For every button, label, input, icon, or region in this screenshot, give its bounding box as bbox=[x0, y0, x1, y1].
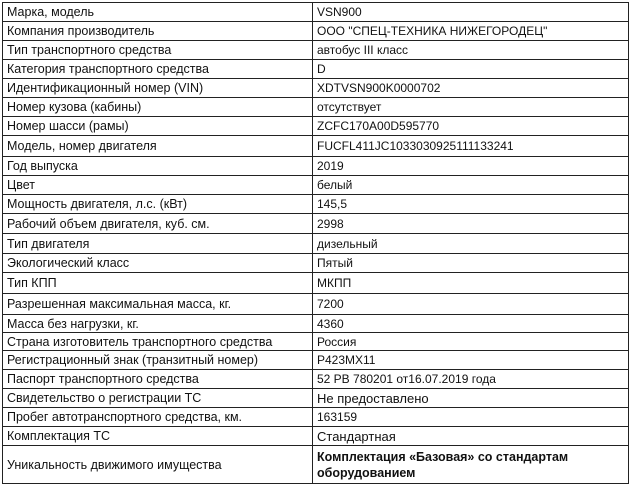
row-label: Тип транспортного средства bbox=[3, 41, 313, 60]
row-label: Номер шасси (рамы) bbox=[3, 117, 313, 136]
table-row bbox=[3, 98, 629, 117]
row-label: Номер кузова (кабины) bbox=[3, 98, 313, 117]
table-row bbox=[3, 370, 629, 389]
spec-table-body bbox=[3, 3, 629, 484]
table-row bbox=[3, 254, 629, 273]
table-row bbox=[3, 273, 629, 294]
row-label: Тип КПП bbox=[3, 273, 313, 294]
row-label: Масса без нагрузки, кг. bbox=[3, 315, 313, 333]
row-label: Экологический класс bbox=[3, 254, 313, 273]
row-value: дизельный bbox=[313, 234, 629, 254]
row-label: Категория транспортного средства bbox=[3, 60, 313, 79]
row-label: Марка, модель bbox=[3, 3, 313, 22]
table-row bbox=[3, 136, 629, 157]
row-value: 145,5 bbox=[313, 195, 629, 214]
row-label: Разрешенная максимальная масса, кг. bbox=[3, 294, 313, 315]
row-value: белый bbox=[313, 176, 629, 195]
row-value: 52 РВ 780201 от16.07.2019 года bbox=[313, 370, 629, 389]
row-label: Свидетельство о регистрации ТС bbox=[3, 389, 313, 408]
table-row bbox=[3, 79, 629, 98]
row-value: VSN900 bbox=[313, 3, 629, 22]
row-value: 2998 bbox=[313, 214, 629, 234]
row-value: ZCFC170A00D595770 bbox=[313, 117, 629, 136]
table-row bbox=[3, 351, 629, 370]
row-value: Р423МХ11 bbox=[313, 351, 629, 370]
table-row bbox=[3, 315, 629, 333]
row-label: Комплектация ТС bbox=[3, 427, 313, 446]
row-value: FUCFL411JC1033030925111133241 bbox=[313, 136, 629, 157]
row-value: Комплектация «Базовая» со стандартам оборудованием bbox=[313, 446, 629, 484]
table-row bbox=[3, 427, 629, 446]
row-value: 4360 bbox=[313, 315, 629, 333]
table-row bbox=[3, 214, 629, 234]
row-label: Рабочий объем двигателя, куб. см. bbox=[3, 214, 313, 234]
table-row bbox=[3, 446, 629, 484]
table-row bbox=[3, 408, 629, 427]
row-value: автобус III класс bbox=[313, 41, 629, 60]
vehicle-spec-table bbox=[2, 2, 629, 484]
table-row bbox=[3, 389, 629, 408]
row-value: МКПП bbox=[313, 273, 629, 294]
table-row bbox=[3, 117, 629, 136]
table-row bbox=[3, 22, 629, 41]
row-label: Год выпуска bbox=[3, 157, 313, 176]
row-label: Паспорт транспортного средства bbox=[3, 370, 313, 389]
table-row bbox=[3, 60, 629, 79]
row-value: Пятый bbox=[313, 254, 629, 273]
table-row bbox=[3, 157, 629, 176]
table-row bbox=[3, 41, 629, 60]
table-row bbox=[3, 195, 629, 214]
table-row bbox=[3, 333, 629, 351]
row-value: Не предоставлено bbox=[313, 389, 629, 408]
row-label: Регистрационный знак (транзитный номер) bbox=[3, 351, 313, 370]
table-row bbox=[3, 176, 629, 195]
row-label: Тип двигателя bbox=[3, 234, 313, 254]
row-label: Страна изготовитель транспортного средства bbox=[3, 333, 313, 351]
table-row bbox=[3, 234, 629, 254]
row-label: Идентификационный номер (VIN) bbox=[3, 79, 313, 98]
table-row bbox=[3, 294, 629, 315]
row-label: Пробег автотранспортного средства, км. bbox=[3, 408, 313, 427]
row-value: Стандартная bbox=[313, 427, 629, 446]
row-label: Модель, номер двигателя bbox=[3, 136, 313, 157]
row-label: Мощность двигателя, л.с. (кВт) bbox=[3, 195, 313, 214]
row-label: Цвет bbox=[3, 176, 313, 195]
row-label: Уникальность движимого имущества bbox=[3, 446, 313, 484]
row-value: Россия bbox=[313, 333, 629, 351]
row-value: 163159 bbox=[313, 408, 629, 427]
row-value: 2019 bbox=[313, 157, 629, 176]
table-row bbox=[3, 3, 629, 22]
row-label: Компания производитель bbox=[3, 22, 313, 41]
row-value: ООО "СПЕЦ-ТЕХНИКА НИЖЕГОРОДЕЦ" bbox=[313, 22, 629, 41]
row-value: XDTVSN900K0000702 bbox=[313, 79, 629, 98]
row-value: D bbox=[313, 60, 629, 79]
row-value: 7200 bbox=[313, 294, 629, 315]
row-value: отсутствует bbox=[313, 98, 629, 117]
